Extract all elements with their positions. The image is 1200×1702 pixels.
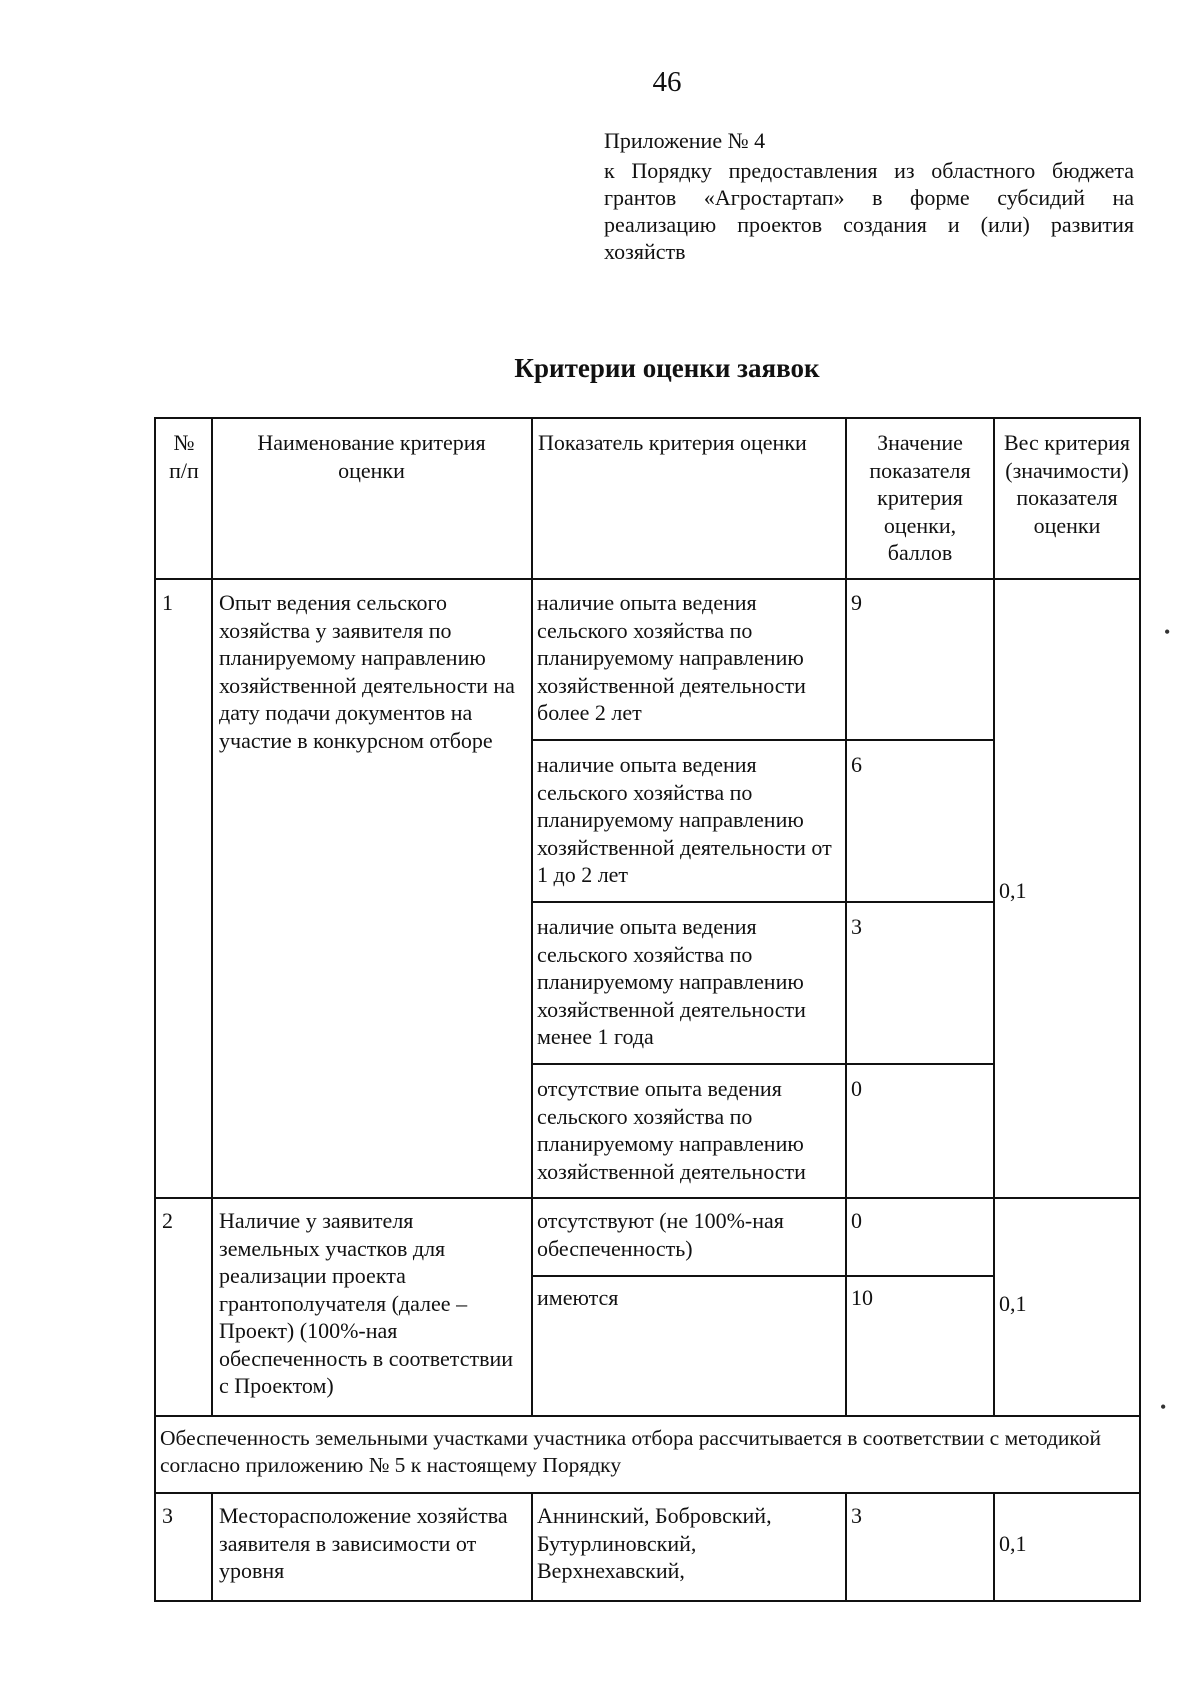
row1-sub3-line [532,1063,994,1065]
row2-num: 2 [162,1208,173,1233]
row3-indicator-1: Аннинский, Бобровский, Бутурлиновский, Верхнехавский, [537,1503,772,1583]
row3-name: Месторасположение хозяйства заявителя в зависимости от уровня [219,1503,508,1583]
header-weight: Вес критерия (значимости) показателя оценки [1004,430,1130,538]
row2-indicator-1: отсутствуют (не 100%-ная обеспеченность) [537,1208,784,1261]
col-indicator-line-row3 [845,1492,847,1602]
annex-block [604,127,1134,265]
row1-weight: 0,1 [999,878,1027,903]
row1-indicator-1: наличие опыта ведения сельского хозяйства по планируемому направлению хозяйственной деятельности более 2 лет [537,590,806,725]
row1-value-1: 9 [851,590,862,615]
col-indicator-line [845,417,847,1415]
annex-subtitle: к Порядку предоставления из областного бюджета грантов «Агростартап» в форме субсидий на реализацию проектов создания и (или) развития хозяйств [604,158,1134,264]
row1-sub1-line [532,739,994,741]
table-border-left [154,417,156,1602]
row1-indicator-4: отсутствие опыта ведения сельского хозяйства по планируемому направлению хозяйственной деятельности [537,1076,806,1184]
row2-sub1-line [532,1275,994,1277]
document-title: Критерии оценки заявок [514,353,820,383]
row1-value-2: 6 [851,752,862,777]
col-value-line [993,417,995,1415]
table-border-right [1139,417,1141,1602]
col-name-line-row3 [531,1492,533,1602]
row2-bottom-line [154,1415,1141,1417]
row1-sub2-line [532,901,994,903]
scan-speck: • [1164,622,1171,642]
criteria-table [154,417,1141,1602]
row1-num: 1 [162,590,173,615]
row1-name: Опыт ведения сельского хозяйства у заявителя по планируемому направлению хозяйственной деятельности на дату подачи документов на участие в конкурсном отборе [219,590,515,753]
row2-name: Наличие у заявителя земельных участков для реализации проекта грантополучателя (далее – Проект) (100%-ная обеспеченность в соответствии с Проектом) [219,1208,514,1398]
annex-title: Приложение № 4 [604,128,766,153]
row3-value-1: 3 [851,1503,862,1528]
scan-speck: • [1160,1397,1167,1417]
row3-weight: 0,1 [999,1531,1027,1556]
row2-value-1: 0 [851,1208,862,1233]
page-number: 46 [652,66,682,98]
row1-value-4: 0 [851,1076,862,1101]
col-value-line-row3 [993,1492,995,1602]
col-num-line [211,417,213,1415]
row1-indicator-2: наличие опыта ведения сельского хозяйства по планируемому направлению хозяйственной деятельности от 1 до 2 лет [537,752,832,887]
row1-indicator-3: наличие опыта ведения сельского хозяйства по планируемому направлению хозяйственной деятельности менее 1 года [537,914,806,1049]
col-num-line-row3 [211,1492,213,1602]
row2-value-2: 10 [851,1285,873,1310]
table-note: Обеспеченность земельными участками участника отбора рассчитывается в соответствии с методикой согласно приложению № 5 к настоящему Порядку [160,1426,1102,1477]
row1-value-3: 3 [851,914,862,939]
header-value: Значение показателя критерия оценки, баллов [869,430,971,565]
row2-weight: 0,1 [999,1291,1027,1316]
row3-num: 3 [162,1503,173,1528]
row2-indicator-2: имеются [537,1285,619,1310]
header-num: № п/п [169,430,199,483]
header-indicator: Показатель критерия оценки [538,430,807,455]
header-name: Наименование критерия оценки [257,430,486,483]
col-name-line [531,417,533,1415]
